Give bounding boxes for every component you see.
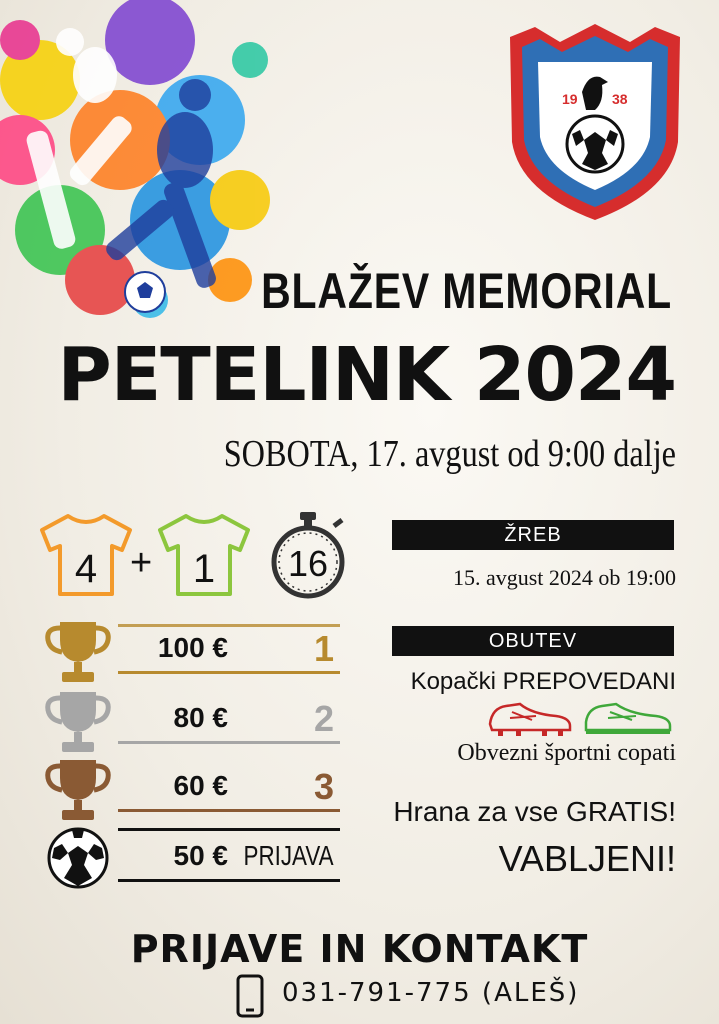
red-cleat-icon — [486, 698, 574, 738]
footwear-forbidden: Kopački PREPOVEDANI — [410, 668, 676, 695]
entry-label: PRIJAVA — [243, 840, 334, 871]
crest-year-left: 19 — [562, 91, 578, 107]
crest-year-right: 38 — [612, 91, 628, 107]
club-crest-logo — [500, 22, 690, 222]
draw-date: 15. avgust 2024 ob 19:00 — [452, 565, 676, 590]
free-food-text: Hrana za vse GRATIS! — [393, 796, 676, 827]
prize-underline — [118, 671, 340, 674]
silver-trophy-icon — [44, 690, 112, 754]
prize-amount: 100 € — [157, 632, 228, 663]
phone-number: 031-791-775 — [282, 978, 472, 1008]
entry-topline — [118, 828, 340, 831]
footwear-required: Obvezni športni copati — [457, 740, 676, 766]
prize-amount: 60 € — [173, 770, 228, 801]
gold-trophy-icon — [44, 620, 112, 684]
prize-row-2 — [118, 694, 340, 744]
contact-phone — [282, 978, 579, 1008]
contact-heading: PRIJAVE IN KONTAKT — [130, 927, 589, 971]
bronze-trophy-icon — [44, 758, 112, 822]
green-shirt-icon — [156, 512, 252, 598]
prize-rank: 3 — [313, 766, 334, 807]
prize-underline — [118, 809, 340, 812]
event-subtitle: BLAŽEV MEMORIAL — [261, 263, 672, 319]
event-title: PETELINK 2024 — [57, 332, 676, 418]
players-count: 4 — [74, 547, 98, 591]
plus-sign: + — [130, 542, 153, 584]
entry-underline — [118, 879, 340, 882]
prize-amount: 80 € — [173, 702, 228, 733]
green-sneaker-icon — [582, 700, 674, 736]
entry-fee-row — [118, 832, 340, 882]
footwear-label: OBUTEV — [392, 626, 674, 656]
keeper-count: 1 — [192, 547, 216, 591]
orange-shirt-icon — [38, 512, 134, 598]
teams-count: 16 — [287, 543, 329, 584]
prize-row-1 — [118, 624, 340, 674]
prize-rank: 1 — [313, 628, 334, 669]
contact-name: (ALEŠ) — [481, 978, 580, 1008]
mobile-phone-icon — [236, 974, 264, 1018]
prize-topline — [118, 624, 340, 627]
draw-label: ŽREB — [392, 520, 674, 550]
soccer-ball-icon — [46, 826, 110, 890]
prize-underline — [118, 741, 340, 744]
welcome-text: VABLJENI! — [498, 838, 676, 879]
stopwatch-icon — [266, 510, 350, 600]
entry-amount: 50 € — [173, 840, 228, 871]
prize-row-3 — [118, 762, 340, 812]
prize-rank: 2 — [313, 698, 334, 739]
event-date: SOBOTA, 17. avgust od 9:00 dalje — [223, 433, 676, 475]
